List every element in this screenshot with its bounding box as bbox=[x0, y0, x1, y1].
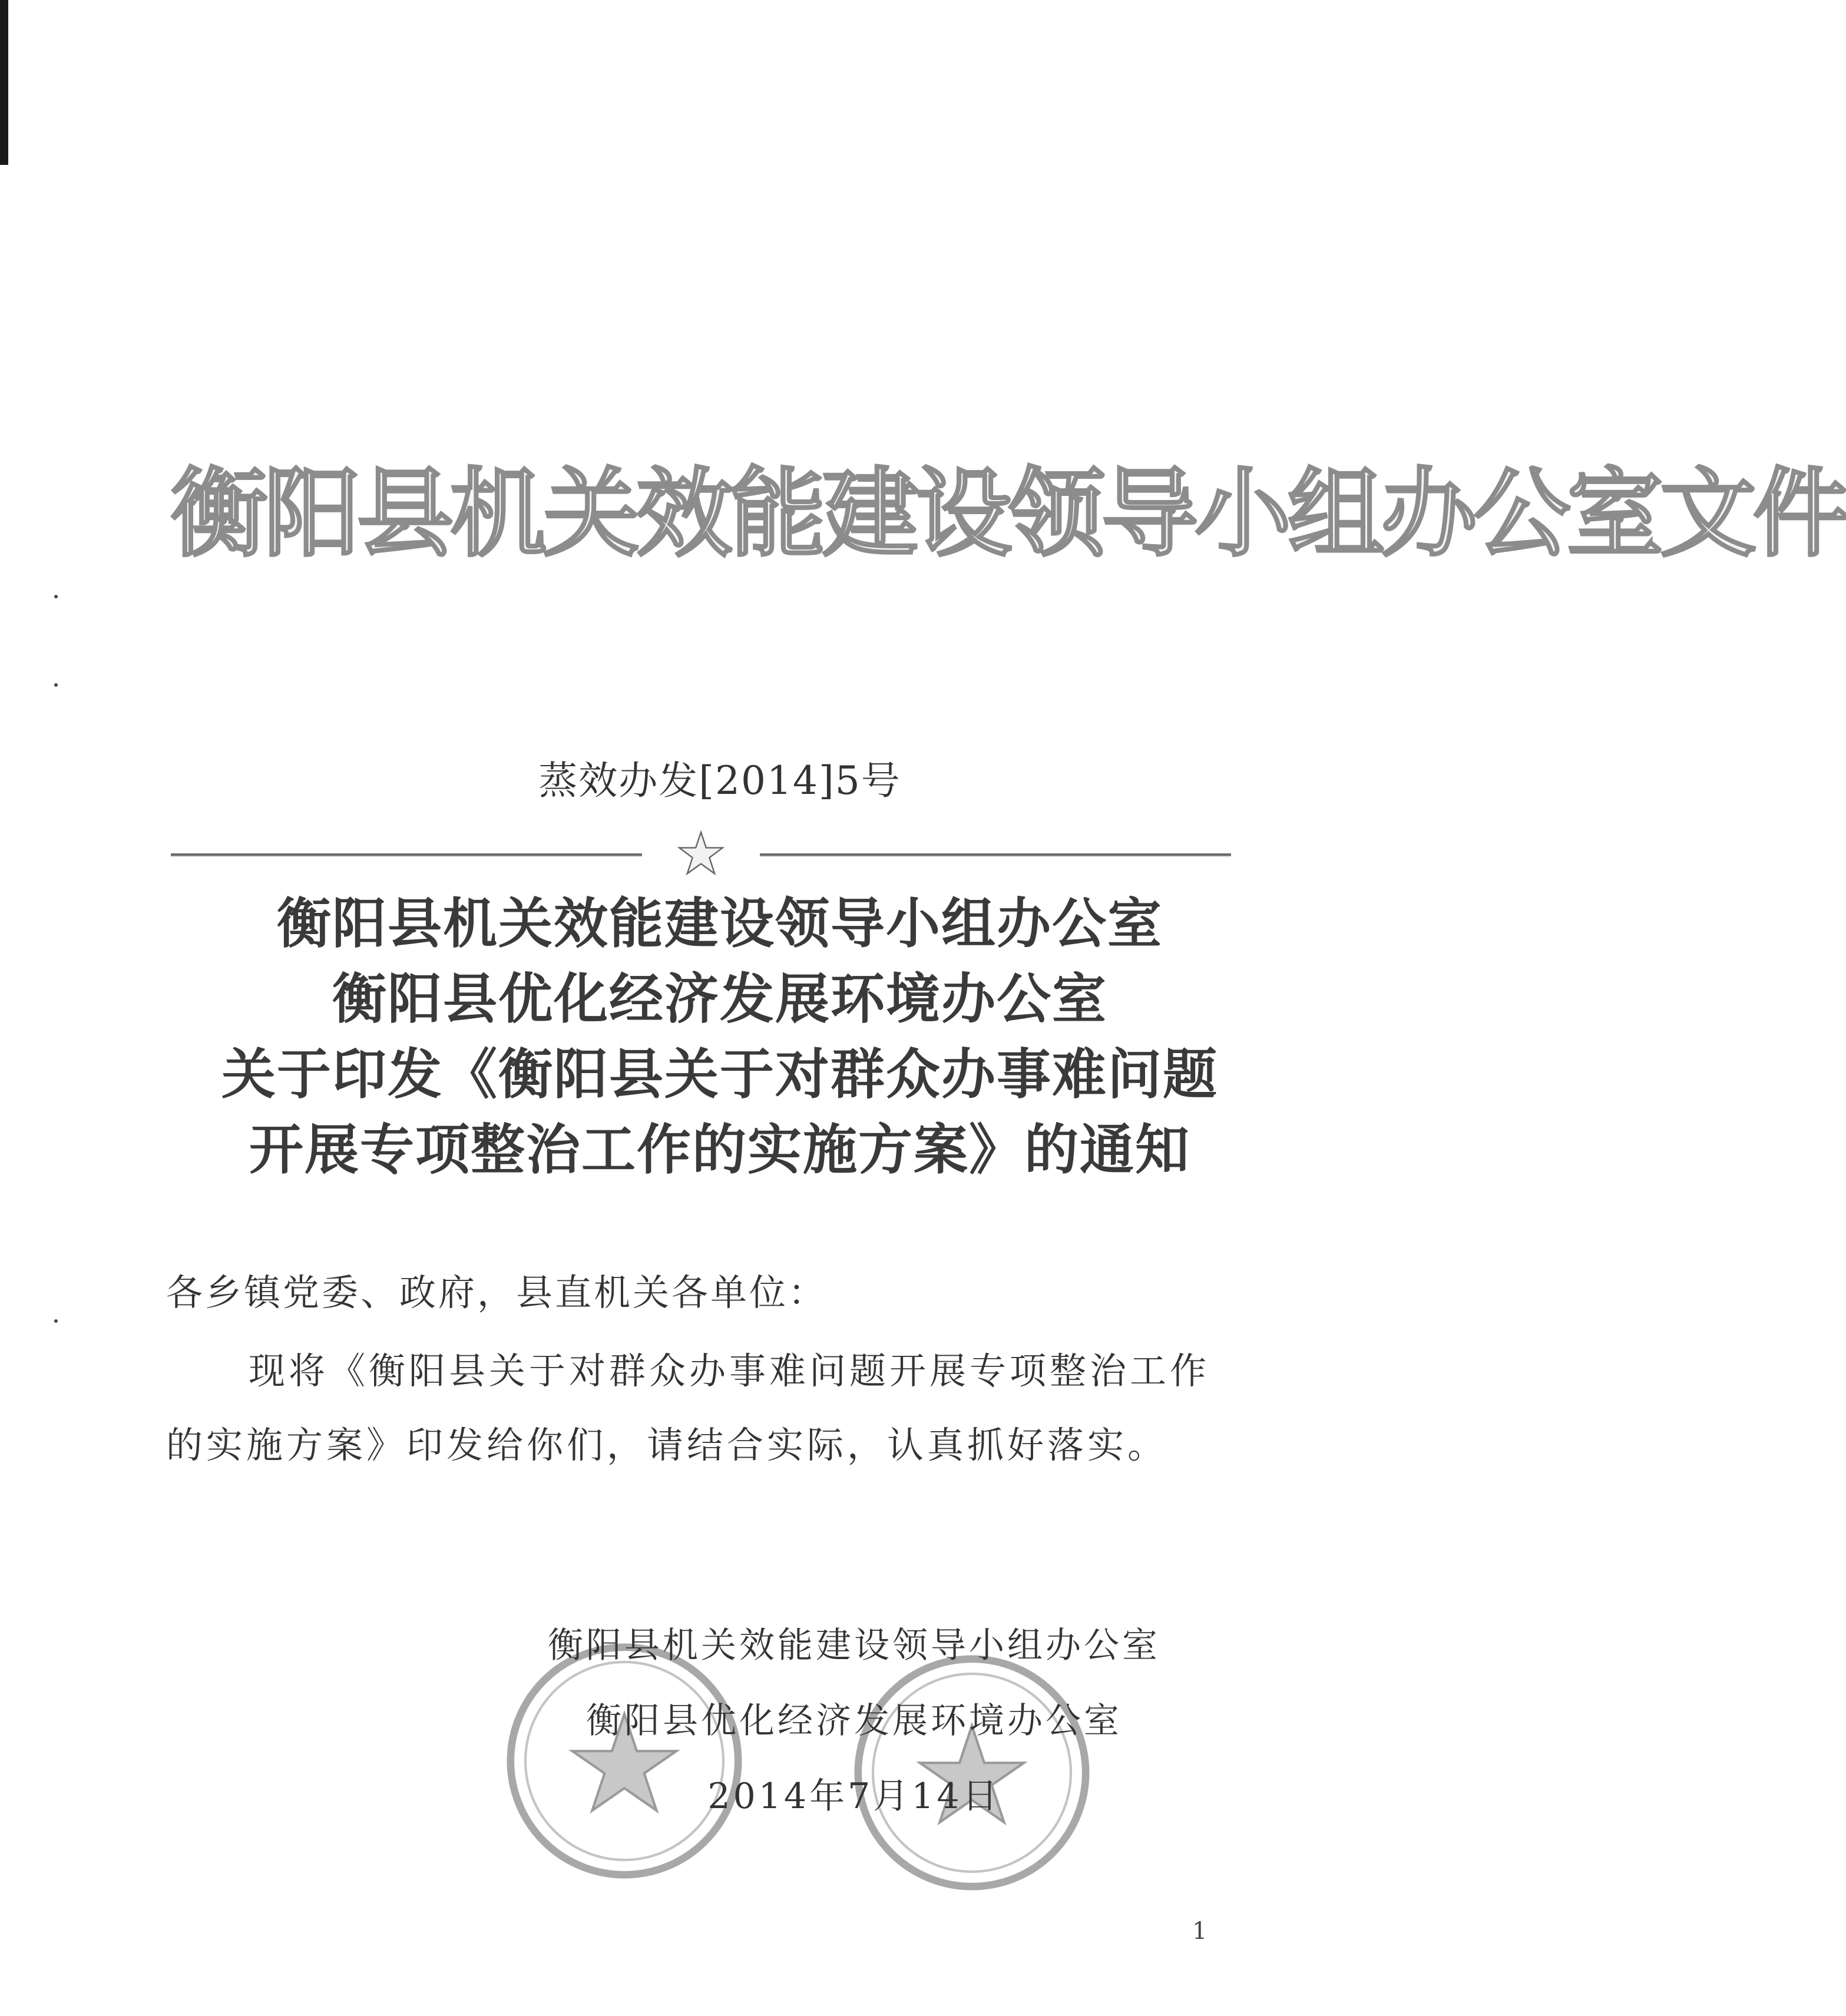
body-paragraph: 现将《衡阳县关于对群众办事难问题开展专项整治工作的实施方案》印发给你们，请结合实际，认真抓好落实。 bbox=[166, 1349, 1210, 1467]
page-number: 1 bbox=[1192, 1918, 1207, 1945]
scan-speck bbox=[54, 595, 58, 598]
signature-block bbox=[518, 1608, 1190, 1834]
title-line: 衡阳县优化经济发展环境办公室 bbox=[332, 968, 1107, 1031]
scan-edge-mark bbox=[0, 0, 8, 165]
red-line-separator bbox=[171, 833, 1231, 875]
agency-header-title: 衡阳县机关效能建设领导小组办公室文件 bbox=[171, 458, 1846, 570]
separator-line-left bbox=[171, 853, 642, 856]
document-title bbox=[0, 886, 1440, 1188]
issuer-name: 衡阳县优化经济发展环境办公室 bbox=[586, 1700, 1122, 1742]
separator-line-right bbox=[760, 853, 1231, 856]
title-line: 衡阳县机关效能建设领导小组办公室 bbox=[276, 892, 1163, 955]
document-number: 蒸效办发[2014]5号 bbox=[538, 758, 901, 803]
scan-speck bbox=[54, 1319, 58, 1323]
star-icon bbox=[677, 830, 724, 877]
issue-date: 2014年7月14日 bbox=[707, 1776, 1001, 1817]
issuer-name: 衡阳县机关效能建设领导小组办公室 bbox=[548, 1625, 1160, 1666]
scan-speck bbox=[54, 683, 58, 687]
title-line: 关于印发《衡阳县关于对群众办事难问题 bbox=[221, 1043, 1218, 1106]
title-line: 开展专项整治工作的实施方案》的通知 bbox=[249, 1118, 1190, 1181]
salutation: 各乡镇党委、政府，县直机关各单位： bbox=[166, 1271, 828, 1314]
